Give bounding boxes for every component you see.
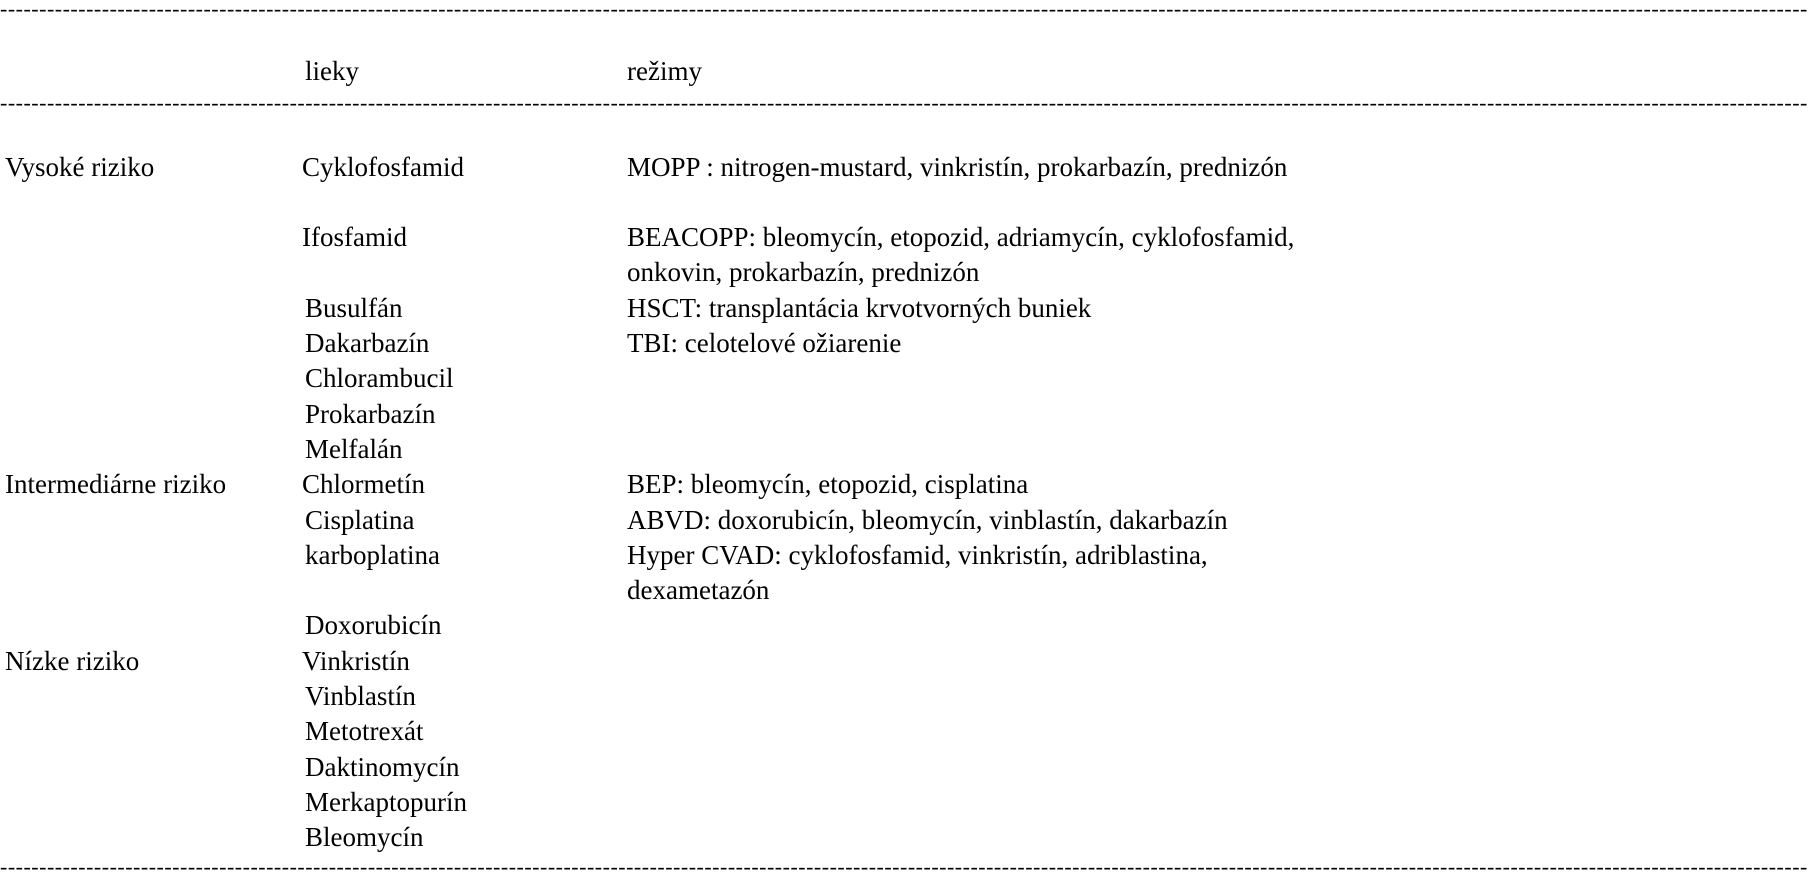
header-drugs: lieky [305, 56, 359, 86]
drug: Doxorubicín [305, 610, 442, 640]
drug: Metotrexát [305, 716, 424, 746]
drug: Chlormetín [302, 469, 425, 499]
drug: Cisplatina [305, 505, 415, 535]
risk-low: Nízke riziko [5, 646, 140, 676]
drug: Melfalán [305, 434, 403, 464]
risk-intermediate: Intermediárne riziko [5, 469, 227, 499]
regimen: HSCT: transplantácia krvotvorných buniek [627, 293, 1092, 323]
regimen: TBI: celotelové ožiarenie [627, 328, 902, 358]
drug: karboplatina [305, 540, 440, 570]
risk-high: Vysoké riziko [5, 152, 155, 182]
drug: Prokarbazín [305, 399, 436, 429]
drug: Vinkristín [302, 646, 410, 676]
drug: Busulfán [305, 293, 403, 323]
drug: Ifosfamid [302, 222, 407, 252]
drug: Chlorambucil [305, 363, 454, 393]
drug: Daktinomycín [305, 752, 460, 782]
regimen: ABVD: doxorubicín, bleomycín, vinblastín, dakarbazín [627, 505, 1228, 535]
drug: Cyklofosfamid [302, 152, 464, 182]
bottom-separator: --------------------------------------------------------------------------------------------------------------------------------------------------------------------------------------------------------------------------------------- [0, 854, 1808, 879]
header-separator: --------------------------------------------------------------------------------------------------------------------------------------------------------------------------------------------------------------------------------------- [0, 90, 1808, 115]
drug: Bleomycín [305, 822, 424, 852]
regimen: BEACOPP: bleomycín, etopozid, adriamycín, cyklofosfamid, onkovin, prokarbazín, prednizón [627, 222, 1295, 287]
top-separator: --------------------------------------------------------------------------------------------------------------------------------------------------------------------------------------------------------------------------------------- [0, 0, 1808, 21]
drug: Vinblastín [305, 681, 416, 711]
regimen: MOPP : nitrogen-mustard, vinkristín, prokarbazín, prednizón [627, 152, 1288, 182]
regimen: Hyper CVAD: cyklofosfamid, vinkristín, adriblastina, dexametazón [627, 540, 1208, 605]
regimen: BEP: bleomycín, etopozid, cisplatina [627, 469, 1029, 499]
drug: Dakarbazín [305, 328, 430, 358]
drug: Merkaptopurín [305, 787, 467, 817]
header-regimens: režimy [627, 56, 702, 86]
